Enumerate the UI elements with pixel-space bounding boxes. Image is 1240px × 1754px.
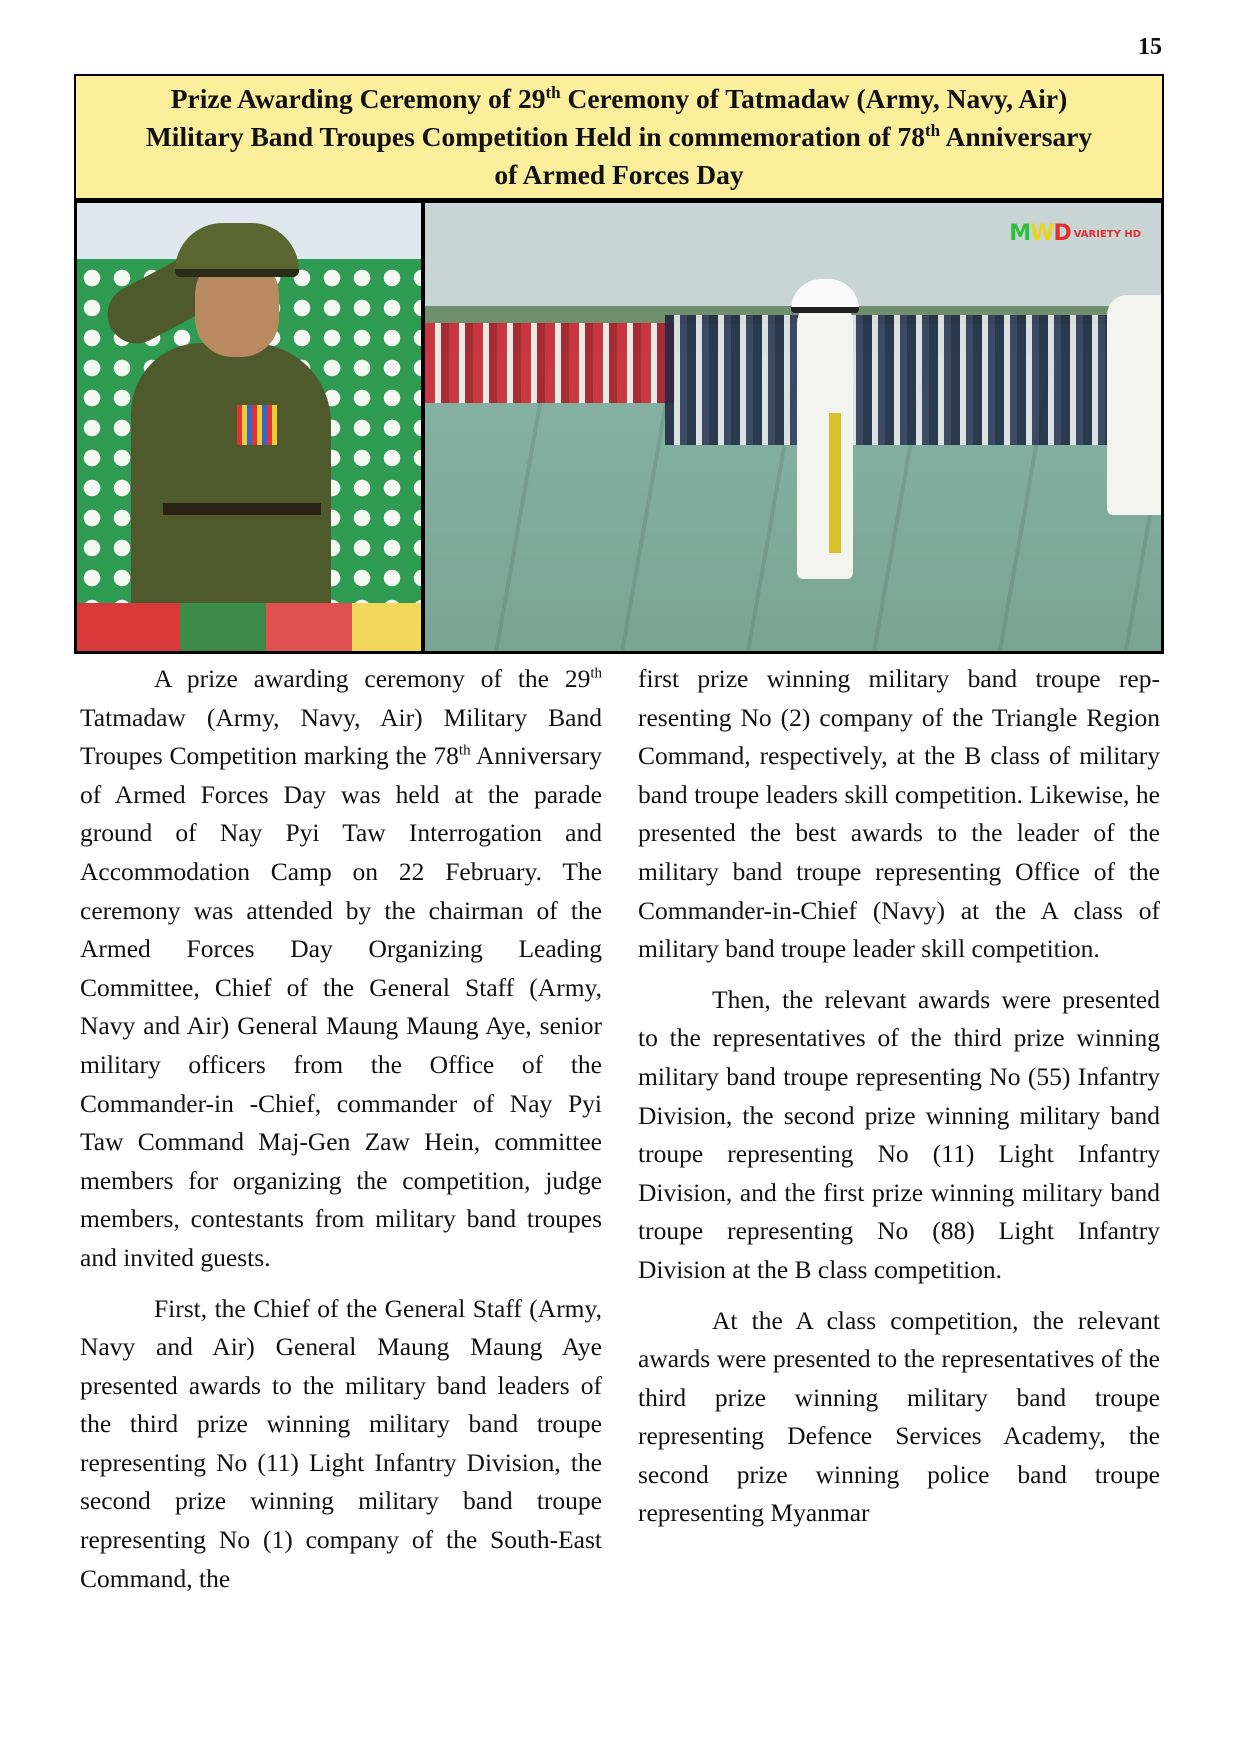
tv-channel-logo [1009, 221, 1141, 246]
title-line-3: of Armed Forces Day [494, 159, 744, 190]
paragraph-text: A prize awarding ceremony of the 29 [154, 664, 591, 693]
logo-letter-2: W [1030, 221, 1054, 246]
photo-bottom-banner [77, 603, 421, 651]
logo-suffix: VARIETY HD [1073, 228, 1141, 240]
logo-letter-1: M [1009, 221, 1031, 246]
paragraph: At the A class competition, the relevant awards were presented to the representatives of the third prize winning military band troupe representing Defence Services Academy, the second prize winning police band troupe representing Myanmar [638, 1305, 1160, 1528]
logo-letter-3: D [1053, 221, 1071, 246]
superscript: th [458, 742, 471, 759]
title-line-1 [76, 80, 1162, 118]
title-line-1-superscript: th [545, 82, 561, 102]
paragraph-text: Tatmadaw (Army, Navy, Air) Military Band Troupes Competition marking the 78 [80, 702, 602, 771]
title-line-2-superscript: th [925, 120, 941, 140]
paragraph: First, the Chief of the General Staff (Army, Navy and Air) General Maung Maung Aye presented awards to the military band leaders of the third prize winning military band troupe representing No (11) Light Infantry Division, the second prize winning military band troupe representing No (1) company of the South-East Command, the [80, 1293, 602, 1593]
band-troupe-red-uniforms [425, 323, 675, 403]
article-column-left [80, 660, 602, 1610]
photo-frame [74, 200, 1164, 654]
band-leader-white-uniform [797, 299, 853, 579]
title-line-1-part-b: Ceremony of Tatmadaw (Army, Navy, Air) [560, 83, 1068, 114]
officer-medals [237, 405, 277, 445]
photo-military-band-parade [425, 203, 1161, 651]
band-troupe-navy-uniforms [665, 315, 1161, 445]
paragraph-text: Anniversary of Armed Forces Day was held at the parade ground of Nay Pyi Taw Interrogation and Accommodation Camp on 22 February. The ceremony was attended by the chairman of the Armed Forces Day Organizing Leading Committee, Chief of the General Staff (Army, Navy and Air) General Maung Maung Aye, senior military officers from the Office of the Commander-in -Chief, commander of Nay Pyi Taw Command Maj-Gen Zaw Hein, committee members for organizing the competition, judge members, contestants from military band troupes and invited guests. [80, 741, 603, 1272]
paragraph: Then, the relevant awards were presented to the representatives of the third prize winning military band troupe representing No (55) Infantry Division, the second prize winning military band troupe representing No (11) Light Infantry Division, and the first prize winning military band troupe representing No (88) Light Infantry Division at the B class competition. [638, 984, 1160, 1284]
band-leader-cap [791, 279, 859, 313]
title-line-2-part-b: Anniversary [940, 121, 1093, 152]
superscript: th [590, 665, 602, 682]
officer-belt [163, 503, 321, 515]
title-line-2 [76, 118, 1162, 156]
photo-saluting-general [77, 203, 421, 651]
title-line-2-part-a: Military Band Troupes Competition Held in commemoration of 78 [145, 121, 925, 152]
band-member-foreground [1107, 295, 1161, 515]
article-column-right [638, 660, 1160, 1545]
band-leader-sash [829, 413, 841, 553]
paragraph: first prize winning military band troupe representing No (2) company of the Triangle Region Command, respectively, at the B class of military band troupe leaders skill competition. Likewise, he presented the best awards to the leader of the military band troupe representing Office of the Commander-in-Chief (Navy) at the A class of military band troupe leader skill competition. [638, 664, 1160, 964]
paragraph [80, 660, 602, 1278]
page-number: 15 [1138, 34, 1162, 60]
title-line-1-part-a: Prize Awarding Ceremony of 29 [170, 83, 546, 114]
article-title-box [74, 74, 1164, 200]
